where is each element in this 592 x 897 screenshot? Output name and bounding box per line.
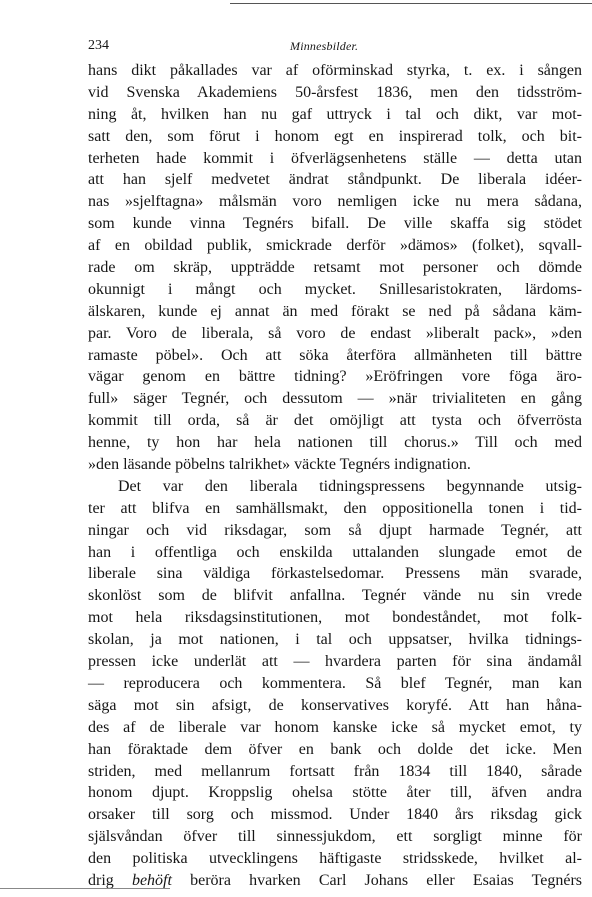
body-text: [88, 60, 582, 892]
text-line: par. Voro de liberala, så voro de endast »liberalt pack», »den: [88, 324, 582, 342]
text-line: skonlöst som de blifvit anfallna. Tegnér vände nu sin vrede: [88, 587, 582, 605]
running-title: Minnesbilder.: [290, 39, 359, 53]
text-fragment: drig: [88, 871, 114, 889]
bottom-rule: [0, 888, 170, 889]
text-line: hans dikt påkallades var af oförminskad styrka, t. ex. i sången: [88, 62, 582, 79]
text-line: rade om skräp, uppträdde retsamt mot personer och dömde: [88, 259, 582, 277]
text-line: själsvåndan öfver till sinnessjukdom, ett sorgligt minne för: [88, 828, 582, 846]
text-line: satt den, som förut i honom egt en inspirerad tolk, och bit-: [88, 127, 582, 145]
text-line: älskaren, kunde ej annat än med förakt se ned på sådana käm-: [88, 302, 582, 320]
text-line: ning åt, hvilken han nu gaf uttryck i tal och dikt, var mot-: [88, 105, 582, 123]
text-line: mot hela riksdagsinstitutionen, mot bondeståndet, mot folk-: [88, 609, 582, 627]
italic-word: behöft: [131, 871, 172, 889]
text-line: kommit till orda, så är det omöjligt att tysta och öfverrösta: [88, 412, 582, 430]
text-line: ter att blifva en samhällsmakt, den oppositionella tonen i tid-: [88, 499, 582, 517]
text-line: terheten hade kommit i öfverlägsenhetens ställe — detta utan: [88, 149, 582, 167]
text-line: orsaker till sorg och missmod. Under 1840 års riksdag gick: [88, 806, 582, 824]
text-line: okunnigt i mångt och mycket. Snillesaristokraten, lärdoms-: [88, 280, 582, 298]
text-line: henne, ty hon har hela nationen till chorus.» Till och med: [88, 434, 582, 452]
text-line: som kunde vinna Tegnérs bifall. De ville skaffa sig stödet: [88, 215, 582, 233]
text-line: den politiska utvecklingens häftigaste stridsskede, hvilket al-: [88, 850, 582, 868]
text-line: säga mot sin afsigt, de konservatives koryfé. Att han håna-: [88, 696, 582, 714]
text-line: skolan, ja mot nationen, i tal och uppsatser, hvilka tidnings-: [88, 631, 582, 649]
text-line: ningar och vid riksdagar, som så djupt harmade Tegnér, att: [88, 521, 582, 539]
text-line: full» säger Tegnér, och dessutom — »när trivialiteten en gång: [88, 390, 582, 408]
paragraph-end-line: »den läsande pöbelns talrikhet» väckte Tegnérs indignation.: [88, 456, 471, 474]
text-line: att han sjelf medvetet ändrat ståndpunkt. De liberala idéer-: [88, 171, 582, 189]
page-number: 234: [88, 38, 109, 53]
text-line: striden, med mellanrum fortsatt från 1834 till 1840, sårade: [88, 762, 582, 780]
running-head: [88, 38, 582, 58]
text-line: vägar genom en bättre tidning? »Eröfringen vore föga äro-: [88, 368, 582, 386]
text-line: nas »sjelftagna» målsmän voro nemligen icke nu mera sådana,: [88, 193, 582, 211]
text-line: af en obildad publik, smickrade derför »dämos» (folket), sqvall-: [88, 237, 582, 255]
text-line: han föraktade dem öfver en bank och dolde det icke. Men: [88, 740, 582, 758]
text-line: han i offentliga och enskilda uttalanden slungade emot de: [88, 543, 582, 561]
text-line: honom djupt. Kroppslig ohelsa stötte åter till, äfven andra: [88, 784, 582, 802]
text-fragment: berörа hvarken Carl Johans eller Esaias Tegnérs: [190, 871, 583, 889]
text-line: liberale sina väldiga förkastelsedomar. Pressens män svarade,: [88, 565, 582, 583]
text-line: pressen icke underlät att — hvardera parten för sina ändamål: [88, 653, 582, 671]
paragraph-start-line: Det var den liberala tidningspressens begynnande utsig-: [118, 477, 582, 495]
top-rule: [230, 3, 592, 4]
text-line: — reproducera och kommentera. Så blef Tegnér, man kan: [88, 674, 582, 692]
text-line: vid Svenska Akademiens 50-årsfest 1836, men den tidsström-: [88, 83, 582, 101]
text-line: ramaste pöbel». Och att söka återföra allmänheten till bättre: [88, 346, 582, 364]
text-line: des af de liberale var honom kanske icke så mycket emot, ty: [88, 718, 582, 736]
